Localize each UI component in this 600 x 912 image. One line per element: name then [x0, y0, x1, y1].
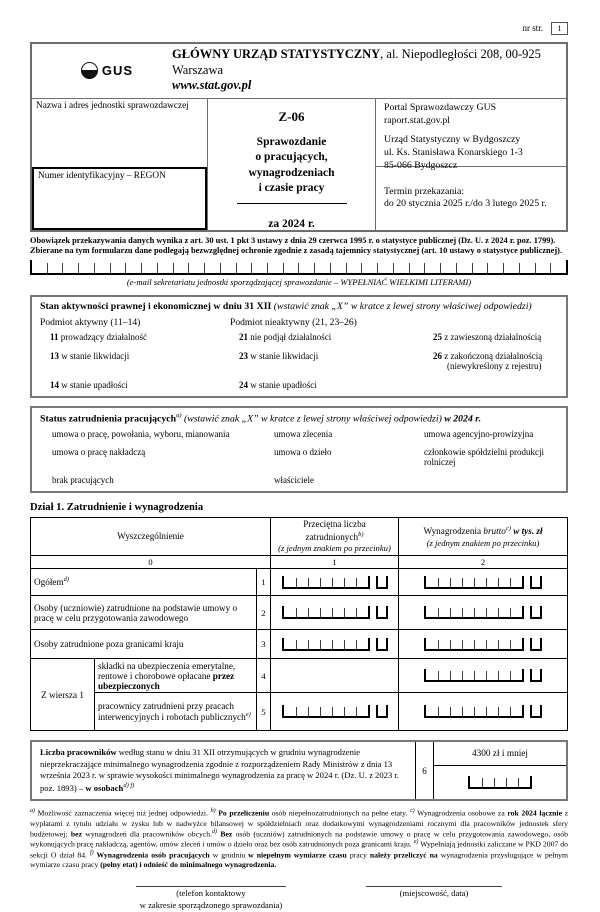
- title-divider: [237, 203, 347, 204]
- reporting-unit-name-box[interactable]: [32, 99, 207, 167]
- place-date-line: [366, 886, 502, 887]
- legal-status-title-text: Stan aktywności prawnej i ekonomicznej w dniu 31 XII: [40, 300, 272, 312]
- colnum-1: 1: [271, 556, 399, 569]
- page-number-row: [30, 20, 568, 36]
- org-address: , al. Niepodległości 208, 00-925 Warszawa: [172, 47, 541, 77]
- es-option-7[interactable]: umowa agencyjno-prowizyjna: [424, 429, 534, 440]
- employment-status-title: Status zatrudnienia pracujących$^{a)}$ (wstawić znak „X” w kratce z lewej strony właściwej odpowiedzi) w 2024 r.: [40, 411, 482, 425]
- employment-status-title-text: Status zatrudnienia pracujących: [40, 413, 177, 425]
- option-spacer: [433, 380, 558, 390]
- col-header-gross-wages: Wynagrodzenia brutto$^{c)}$ w tys. zł (z jednym znakiem po przecinku): [399, 518, 567, 556]
- legal-obligation-text: [30, 236, 568, 257]
- option-14[interactable]: 14 w stanie upadłości: [50, 379, 128, 390]
- footnotes: $^{a)}$ Możliwość zaznaczenia więcej niż jednej odpowiedzi. $^{b)}$ Po przeliczeniu osób niepełnozatrudnionych na pełne etaty. $^{c)}$ Wynagrodzenia osobowe za rok 2024 łącznie z wypłatami z tytułu udziału w zysku lub w nadwyżce bilansowej w spółdzielniach oraz dodatkowymi wynagrodzeniami rocznymi dla pracowników jednostek sfery budżetowej; bez wynagrodzeń dla pracowników obcych.$^{d)}$ Bez osób (uczniów) zatrudnionych na podstawie umowy o pracę w celu przygotowania zawodowego, osób wykonujących pracę nakładczą, agentów, umów zleceń i umów o dzieło oraz bez osób zatrudnionych poza granicami kraju. $^{e)}$ Wypełniają jednostki zaliczane w PKD 2007 do sekcji O dział 84. $^{f)}$ Wynagrodzenia osób pracujących w grudniu w niepełnym wymiarze czasu pracy należy przeliczyć na wynagrodzenia przysługujące w pełnym wymiarze czasu pracy (pełny etat) i odnieść do minimalnego wynagrodzenia.: [30, 808, 569, 870]
- form-title-line-4: i czasie pracy: [258, 182, 325, 195]
- es-option-3[interactable]: brak pracujących: [52, 475, 114, 486]
- group-z-wiersza-1: Z wiersza 1: [31, 659, 95, 730]
- phone-signature[interactable]: (telefon kontaktowy w zakresie sporządzonego sprawozdania): [136, 886, 286, 911]
- page-number-label: nr str.: [522, 23, 543, 33]
- form-period: za 2024 r.: [268, 217, 315, 230]
- option-13[interactable]: 13 w stanie likwidacji: [50, 350, 130, 361]
- es-option-spacer: [424, 475, 558, 485]
- legal-status-groups: [40, 317, 558, 328]
- header-right-column: [376, 99, 566, 230]
- portal-line-2: raport.stat.gov.pl: [384, 114, 451, 126]
- header-main-band: [32, 99, 566, 230]
- row1-col2-field[interactable]: [399, 569, 567, 596]
- place-date-signature[interactable]: (miejscowość, data): [366, 886, 502, 911]
- portal-info: [376, 99, 566, 171]
- option-24[interactable]: 24 w stanie upadłości: [239, 379, 317, 390]
- row3-number: 3: [257, 630, 271, 659]
- org-website: www.stat.gov.pl: [172, 78, 252, 93]
- section-1-heading: Dział 1. Zatrudnienie i wynagrodzenia: [30, 502, 204, 514]
- es-option-5[interactable]: umowa o dzieło: [274, 447, 332, 458]
- regon-input-box[interactable]: [32, 167, 207, 230]
- reporting-unit-name-label: Nazwa i adres jednostki sprawozdawczej: [36, 100, 189, 111]
- colnum-2: 2: [399, 556, 567, 569]
- amount-threshold-label: 4300 zł i mniej: [434, 742, 566, 766]
- minimum-wage-section: [30, 740, 568, 801]
- row5-number: 5: [257, 693, 271, 730]
- row2-label: Osoby (uczniowie) zatrudnione na podstawie umowy o pracę w celu przygotowania zawodowego: [31, 596, 257, 630]
- deadline-value: do 20 stycznia 2025 r./do 3 lutego 2025 r.: [384, 198, 547, 210]
- portal-line-1: Portal Sprawozdawczy GUS: [384, 101, 497, 113]
- colnum-0: 0: [31, 556, 271, 569]
- header-top-band: [32, 44, 566, 99]
- col-header-avg-employed: Przeciętna liczba zatrudnionych$^{b)}$ (z jednym znakiem po przecinku): [271, 518, 399, 556]
- form-title-line-1: Sprawozdanie: [256, 135, 327, 148]
- obligation-line-1: Obowiązek przekazywania danych wynika z art. 30 ust. 1 pkt 3 ustawy z dnia 29 czerwca 1995 r. o statystyce publicznej (Dz. U. z 2024 r. poz. 1799).: [30, 235, 556, 245]
- row3-col2-field[interactable]: [399, 630, 567, 659]
- form-header: [30, 42, 568, 232]
- deadline-box: [376, 167, 566, 230]
- row3-label: Osoby zatrudnione poza granicami kraju: [31, 630, 257, 659]
- col-header-specification: Wyszczególnienie: [31, 518, 271, 556]
- option-21[interactable]: 21 nie podjął działalności: [239, 331, 332, 342]
- employment-status-section: [30, 406, 568, 493]
- es-option-1[interactable]: umowa o pracę, powołania, wyboru, mianowania: [52, 429, 230, 440]
- deadline-label: Termin przekazania:: [384, 185, 465, 197]
- row5-col2-field[interactable]: [399, 693, 567, 730]
- header-left-column: [32, 99, 208, 230]
- form-code: Z-06: [278, 108, 305, 124]
- employment-status-options: [40, 429, 558, 485]
- row6-field[interactable]: [434, 766, 566, 799]
- org-title: [172, 47, 556, 94]
- option-23[interactable]: 23 w stanie likwidacji: [239, 350, 319, 361]
- email-field-caption: (e-mail sekretariatu jednostki sporządzającej sprawozdanie – WYPEŁNIAĆ WIELKIMI LITERAMI): [126, 276, 472, 287]
- row2-number: 2: [257, 596, 271, 630]
- row4-col2-field[interactable]: [399, 659, 567, 693]
- es-option-4[interactable]: umowa zlecenia: [274, 429, 333, 440]
- employment-status-year: w 2024 r.: [444, 413, 482, 425]
- signature-row: [30, 886, 568, 911]
- form-title-line-2: o pracujących,: [255, 151, 328, 164]
- employment-wages-table: [30, 517, 568, 731]
- office-line-2: ul. Ks. Stanisława Konarskiego 1-3: [384, 147, 523, 159]
- row4-col1-empty: [271, 659, 399, 693]
- es-option-6[interactable]: właściciele: [274, 475, 314, 486]
- option-26[interactable]: 26 z zakończoną działalnością (niewykreślony z rejestru): [433, 350, 543, 371]
- portal-block: [384, 102, 558, 127]
- legal-status-title-note: (wstawić znak „X” w kratce z lewej strony właściwej odpowiedzi): [271, 300, 532, 312]
- group-inactive-label: Podmiot nieaktywny (21, 23–26): [230, 316, 357, 328]
- row1-col1-field[interactable]: [271, 569, 399, 596]
- employment-status-title-note: (wstawić znak „X” w kratce z lewej strony właściwej odpowiedzi): [181, 413, 445, 425]
- minimum-wage-text: Liczba pracowników według stanu w dniu 31 XII otrzymujących w grudniu wynagrodzenie nieprzekraczające minimalnego wynagrodzenia zgodnie z rozporządzeniem Rady Ministrów z dnia 13 września 2023 r. w sprawie wysokości minimalnego wynagrodzenia za pracę w 2024 r. (Dz. U. z 2023 r. poz. 1893) – w osobach$^{d) f)}$: [32, 742, 416, 799]
- row5-col1-field[interactable]: [271, 693, 399, 730]
- row6-number: 6: [416, 742, 434, 799]
- office-line-1: Urząd Statystyczny w Bydgoszczy: [384, 134, 521, 146]
- row1-number: 1: [257, 569, 271, 596]
- page-number-box[interactable]: 1: [551, 22, 568, 35]
- legal-status-title: [40, 301, 558, 312]
- row4-number: 4: [257, 659, 271, 693]
- row5-label: pracownicy zatrudnieni przy pracach interwencyjnych i robotach publicznych$^{e)}$: [95, 693, 257, 730]
- row4-label: składki na ubezpieczenia emerytalne, rentowe i chorobowe opłacane przez ubezpieczonych: [95, 659, 257, 693]
- es-option-8[interactable]: członkowie spółdzielni produkcji rolniczej: [424, 447, 544, 468]
- legal-status-section: [30, 295, 568, 398]
- email-comb-field[interactable]: [30, 260, 568, 275]
- org-name: GŁÓWNY URZĄD STATYSTYCZNY: [172, 47, 381, 61]
- phone-signature-line: [136, 886, 286, 887]
- gus-logo: [42, 62, 172, 79]
- header-center-column: [208, 99, 376, 230]
- gus-logo-icon: [81, 62, 98, 79]
- gus-logo-text: GUS: [101, 62, 134, 78]
- obligation-line-2: Zbierane na tym formularzu dane podlegają bezwzględnej ochronie zgodnie z zasadą tajemnicy statystycznej (art. 10 ustawy o statystyce publicznej).: [30, 246, 563, 256]
- option-11[interactable]: 11 prowadzący działalność: [50, 331, 147, 342]
- row1-label: Ogółem$^{d)}$: [31, 569, 257, 596]
- office-line-3: 85-066 Bydgoszcz: [384, 159, 458, 171]
- legal-status-options: [40, 332, 558, 390]
- row2-col2-field[interactable]: [399, 596, 567, 630]
- regon-label: Numer identyfikacyjny – REGON: [38, 170, 166, 181]
- row3-col1-field[interactable]: [271, 630, 399, 659]
- option-25[interactable]: 25 z zawieszoną działalnością: [433, 331, 542, 342]
- row2-col1-field[interactable]: [271, 596, 399, 630]
- group-active-label: Podmiot aktywny (11–14): [40, 316, 141, 328]
- es-option-2[interactable]: umowa o pracę nakładczą: [52, 447, 146, 458]
- form-title: [208, 135, 375, 197]
- row6-field-area: [434, 742, 566, 799]
- form-title-line-3: wynagrodzeniach: [248, 166, 335, 179]
